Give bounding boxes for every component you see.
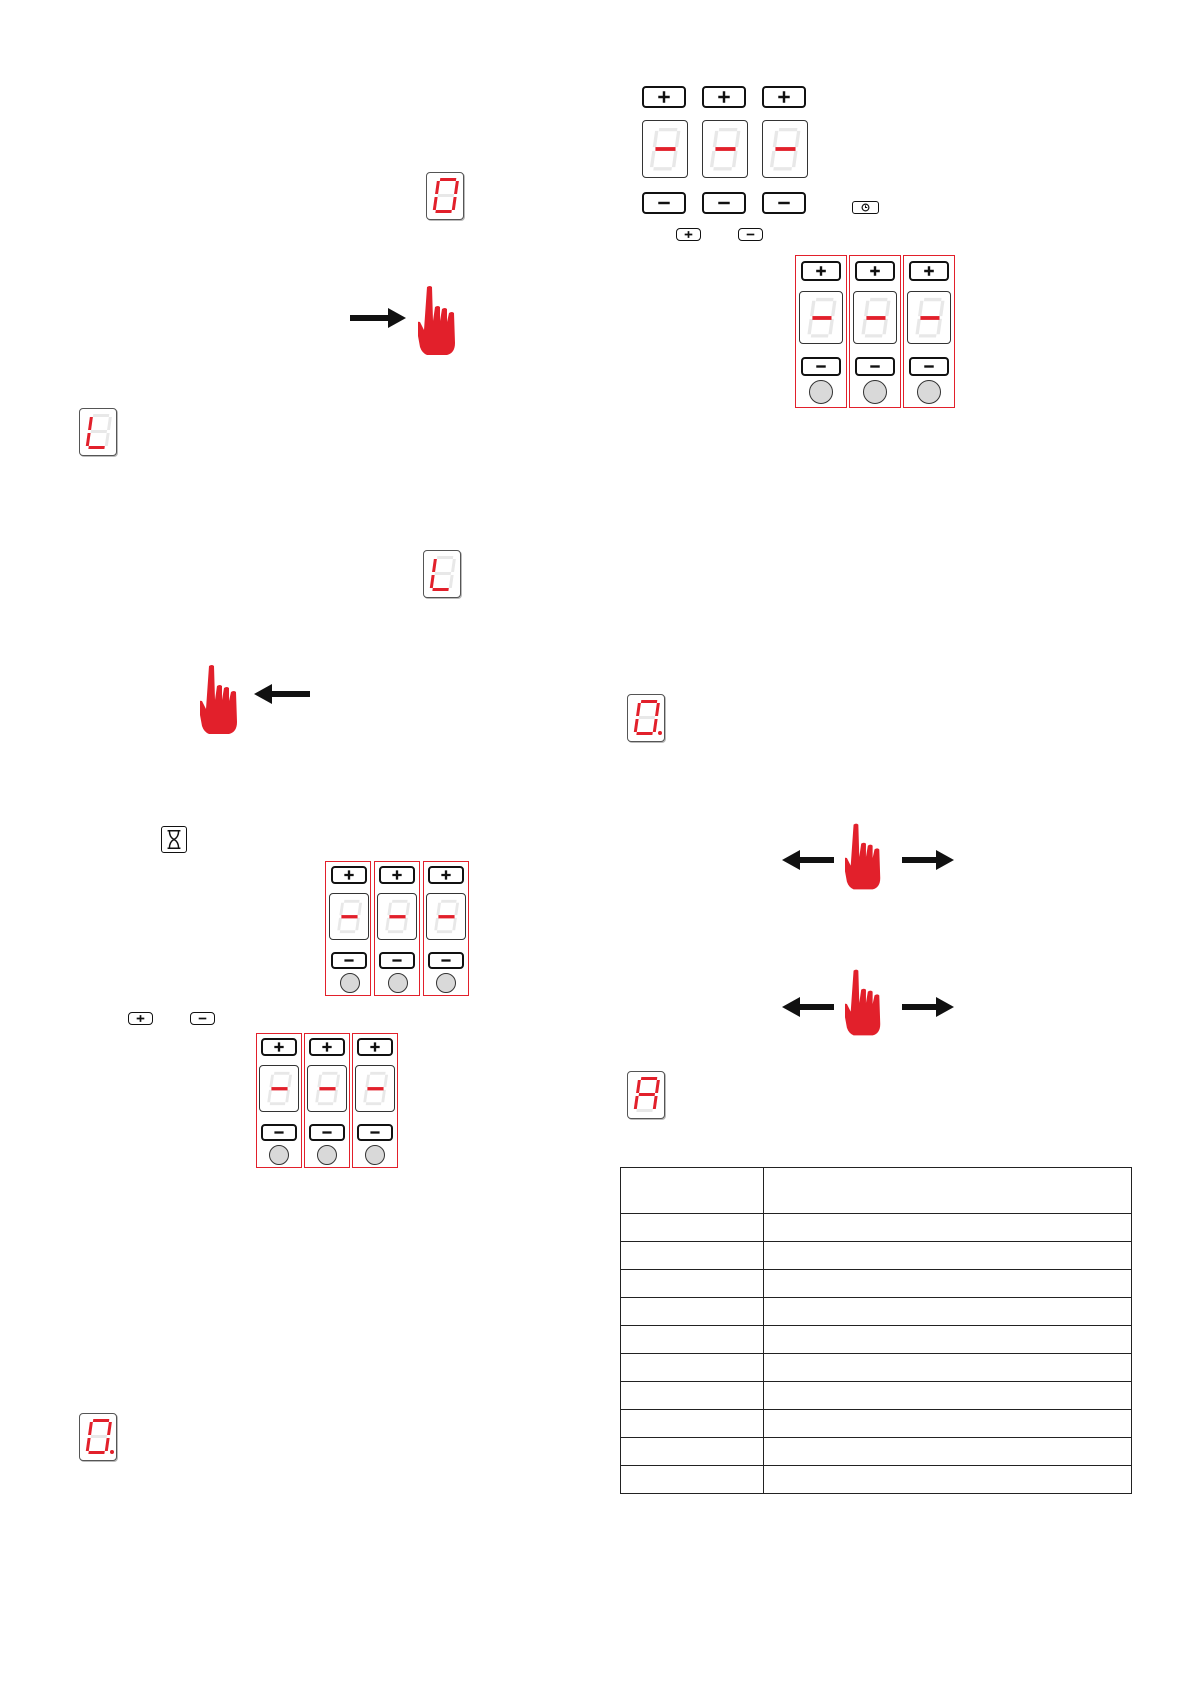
minus-key-icon[interactable] xyxy=(309,1124,345,1141)
plus-key-icon[interactable] xyxy=(128,1012,153,1025)
plus-key-icon[interactable] xyxy=(909,261,949,281)
table-row xyxy=(621,1410,1132,1438)
table-cell xyxy=(764,1242,1132,1270)
display-l-first xyxy=(79,408,117,456)
zone-display xyxy=(702,120,748,178)
minus-key-icon[interactable] xyxy=(702,192,746,214)
hand-pointer-icon xyxy=(845,968,885,1038)
table-cell xyxy=(621,1214,764,1242)
zone-knob[interactable] xyxy=(436,973,456,993)
table-cell xyxy=(621,1466,764,1494)
minus-key-icon[interactable] xyxy=(909,357,949,376)
plus-key-icon[interactable] xyxy=(261,1038,297,1056)
hand-pointer-icon xyxy=(200,664,242,736)
table-cell xyxy=(764,1438,1132,1466)
minus-key-icon[interactable] xyxy=(801,357,841,376)
table-cell xyxy=(621,1270,764,1298)
table-cell xyxy=(764,1410,1132,1438)
display-zero-dot-right xyxy=(627,694,665,742)
zone-display xyxy=(426,893,466,940)
seven-segment-0-icon xyxy=(427,173,463,219)
minus-key-icon[interactable] xyxy=(190,1012,215,1025)
table-cell xyxy=(621,1410,764,1438)
plus-key-icon[interactable] xyxy=(676,228,701,241)
zone-knob[interactable] xyxy=(388,973,408,993)
zone-knob[interactable] xyxy=(365,1145,385,1165)
plus-key-icon[interactable] xyxy=(357,1038,393,1056)
arrow-left-icon xyxy=(782,850,834,870)
table-cell xyxy=(764,1382,1132,1410)
table-row xyxy=(621,1438,1132,1466)
plus-key-icon[interactable] xyxy=(702,86,746,108)
minus-key-icon[interactable] xyxy=(762,192,806,214)
minus-key-icon[interactable] xyxy=(855,357,895,376)
arrow-left-icon xyxy=(254,684,310,704)
table-row xyxy=(621,1354,1132,1382)
table-row xyxy=(621,1270,1132,1298)
arrow-left-icon xyxy=(782,997,834,1017)
minus-key-icon[interactable] xyxy=(379,952,415,969)
display-zero xyxy=(426,172,464,220)
table-cell xyxy=(764,1354,1132,1382)
plus-key-icon[interactable] xyxy=(762,86,806,108)
zone-knob[interactable] xyxy=(340,973,360,993)
table-row xyxy=(621,1382,1132,1410)
display-a xyxy=(627,1071,665,1119)
plus-key-icon[interactable] xyxy=(428,866,464,884)
zone-display xyxy=(355,1065,395,1112)
zone-display xyxy=(329,893,369,940)
zone-display xyxy=(853,291,897,344)
table-cell xyxy=(621,1382,764,1410)
table-cell xyxy=(621,1326,764,1354)
zone-knob[interactable] xyxy=(863,380,887,404)
minus-key-icon[interactable] xyxy=(738,228,763,241)
zone-display xyxy=(907,291,951,344)
hand-pointer-icon xyxy=(418,285,460,357)
zone-display xyxy=(642,120,688,178)
table-cell xyxy=(764,1270,1132,1298)
zone-display xyxy=(762,120,808,178)
minus-key-icon[interactable] xyxy=(331,952,367,969)
minus-key-icon[interactable] xyxy=(642,192,686,214)
table-cell xyxy=(764,1466,1132,1494)
zone-knob[interactable] xyxy=(269,1145,289,1165)
zone-display xyxy=(799,291,843,344)
timer-icon xyxy=(852,201,879,214)
zone-display xyxy=(307,1065,347,1112)
hourglass-icon xyxy=(161,826,187,853)
minus-key-icon[interactable] xyxy=(357,1124,393,1141)
table-row xyxy=(621,1298,1132,1326)
table-header-cell xyxy=(764,1168,1132,1214)
display-l-second xyxy=(423,550,461,598)
arrow-right-icon xyxy=(902,997,954,1017)
table-cell xyxy=(764,1326,1132,1354)
plus-key-icon[interactable] xyxy=(801,261,841,281)
minus-key-icon[interactable] xyxy=(428,952,464,969)
table-cell xyxy=(621,1438,764,1466)
zone-knob[interactable] xyxy=(809,380,833,404)
table-cell xyxy=(764,1298,1132,1326)
zone-knob[interactable] xyxy=(317,1145,337,1165)
zone-knob[interactable] xyxy=(917,380,941,404)
minus-key-icon[interactable] xyxy=(261,1124,297,1141)
plus-key-icon[interactable] xyxy=(379,866,415,884)
table-row xyxy=(621,1214,1132,1242)
table-cell xyxy=(764,1214,1132,1242)
zone-display xyxy=(259,1065,299,1112)
zone-display xyxy=(377,893,417,940)
arrow-right-icon xyxy=(902,850,954,870)
hand-pointer-icon xyxy=(845,822,885,892)
error-code-table xyxy=(620,1167,1132,1494)
table-row xyxy=(621,1242,1132,1270)
table-cell xyxy=(621,1354,764,1382)
plus-key-icon[interactable] xyxy=(642,86,686,108)
table-row xyxy=(621,1466,1132,1494)
arrow-right-icon xyxy=(350,308,406,328)
table-cell xyxy=(621,1298,764,1326)
plus-key-icon[interactable] xyxy=(331,866,367,884)
plus-key-icon[interactable] xyxy=(855,261,895,281)
table-header-cell xyxy=(621,1168,764,1214)
table-cell xyxy=(621,1242,764,1270)
table-header-row xyxy=(621,1168,1132,1214)
plus-key-icon[interactable] xyxy=(309,1038,345,1056)
display-zero-dot-left xyxy=(79,1413,117,1461)
table-row xyxy=(621,1326,1132,1354)
